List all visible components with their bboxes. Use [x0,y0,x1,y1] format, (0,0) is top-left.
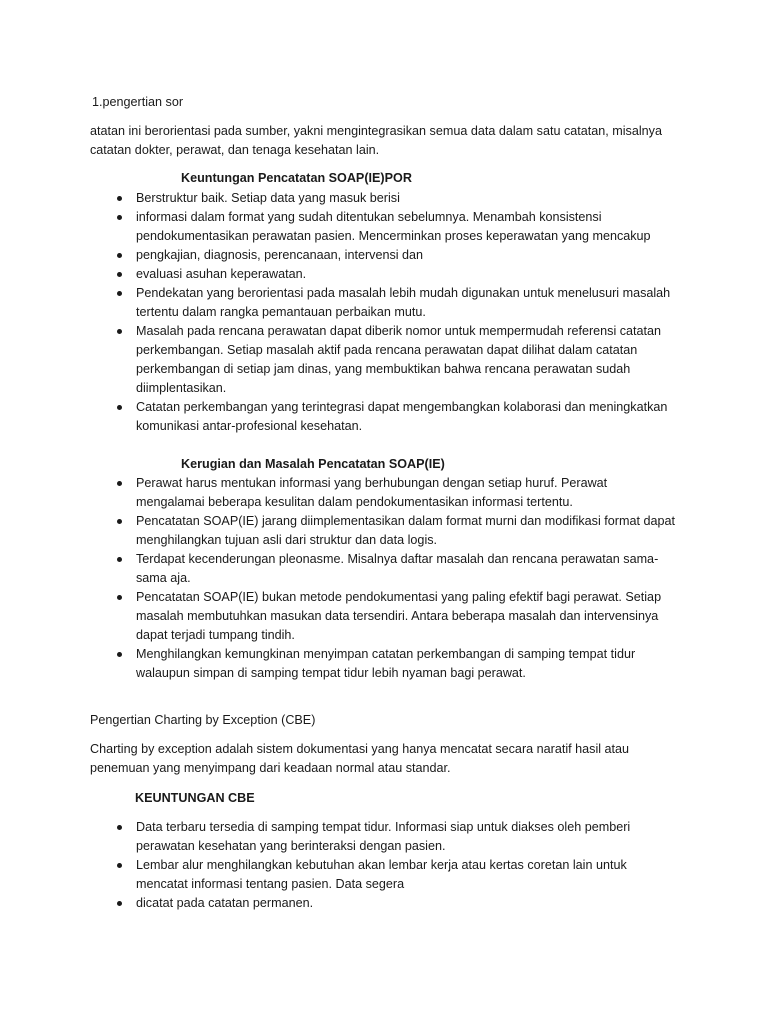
list-item: Pencatatan SOAP(IE) jarang diimplementasikan dalam format murni dan modifikasi format dapat menghilangkan tujuan asli dari struktur dan data logis. [117,512,677,550]
list-item: dicatat pada catatan permanen. [117,894,677,913]
list-item: Pencatatan SOAP(IE) bukan metode pendokumentasi yang paling efektif bagi perawat. Setiap masalah membutuhkan masukan data tersendiri. Antara beberapa masalah dan intervensinya dapat terjadi tumpang tindih. [117,588,677,645]
cbe-paragraph: Charting by exception adalah sistem dokumentasi yang hanya mencatat secara naratif hasil atau penemuan yang menyimpang dari keadaan normal atau standar. [90,742,630,775]
list-item: informasi dalam format yang sudah ditentukan sebelumnya. Menambah konsistensi pendokumentasikan perawatan pasien. Mencerminkan proses keperawatan yang mencakup [117,208,677,246]
disadvantages-soap-list [117,474,677,683]
list-item: Masalah pada rencana perawatan dapat diberik nomor untuk mempermudah referensi catatan perkembangan. Setiap masalah aktif pada rencana perawatan dapat dilihat dalam catatan perkembangan di setiap jam dinas, yang membuktikan bahwa rencana perawatan sudah diimplentasikan. [117,322,677,398]
list-item: evaluasi asuhan keperawatan. [117,265,677,284]
list-item: Lembar alur menghilangkan kebutuhan akan lembar kerja atau kertas coretan lain untuk mencatat informasi tentang pasien. Data segera [117,856,677,894]
list-item: Berstruktur baik. Setiap data yang masuk berisi [117,189,677,208]
advantages-soap-list [117,189,677,436]
cbe-advantages-list [117,818,677,913]
list-item: Pendekatan yang berorientasi pada masalah lebih mudah digunakan untuk menelusuri masalah tertentu dalam rangka pemantauan perbaikan mutu. [117,284,677,322]
list-item: Perawat harus mentukan informasi yang berhubungan dengan setiap huruf. Perawat mengalamai beberapa kesulitan dalam pendokumentasikan informasi tertentu. [117,474,677,512]
intro-heading: 1.pengertian sor [92,95,184,109]
list-item: Menghilangkan kemungkinan menyimpan catatan perkembangan di samping tempat tidur walaupun simpan di samping tempat tidur lebih nyaman bagi perawat. [117,645,677,683]
cbe-advantages-heading: KEUNTUNGAN CBE [135,791,255,805]
list-item: Data terbaru tersedia di samping tempat tidur. Informasi siap untuk diakses oleh pemberi perawatan kesehatan yang berinteraksi dengan pasien. [117,818,677,856]
advantages-soap-heading: Keuntungan Pencatatan SOAP(IE)POR [181,171,412,185]
intro-paragraph: atatan ini berorientasi pada sumber, yakni mengintegrasikan semua data dalam satu catatan, misalnya catatan dokter, perawat, dan tenaga kesehatan lain. [90,124,662,157]
list-item: Terdapat kecenderungan pleonasme. Misalnya daftar masalah dan rencana perawatan sama-sama aja. [117,550,677,588]
list-item: Catatan perkembangan yang terintegrasi dapat mengembangkan kolaborasi dan meningkatkan komunikasi antar-profesional kesehatan. [117,398,677,436]
disadvantages-soap-heading: Kerugian dan Masalah Pencatatan SOAP(IE) [181,457,445,471]
cbe-heading: Pengertian Charting by Exception (CBE) [90,713,316,727]
list-item: pengkajian, diagnosis, perencanaan, intervensi dan [117,246,677,265]
